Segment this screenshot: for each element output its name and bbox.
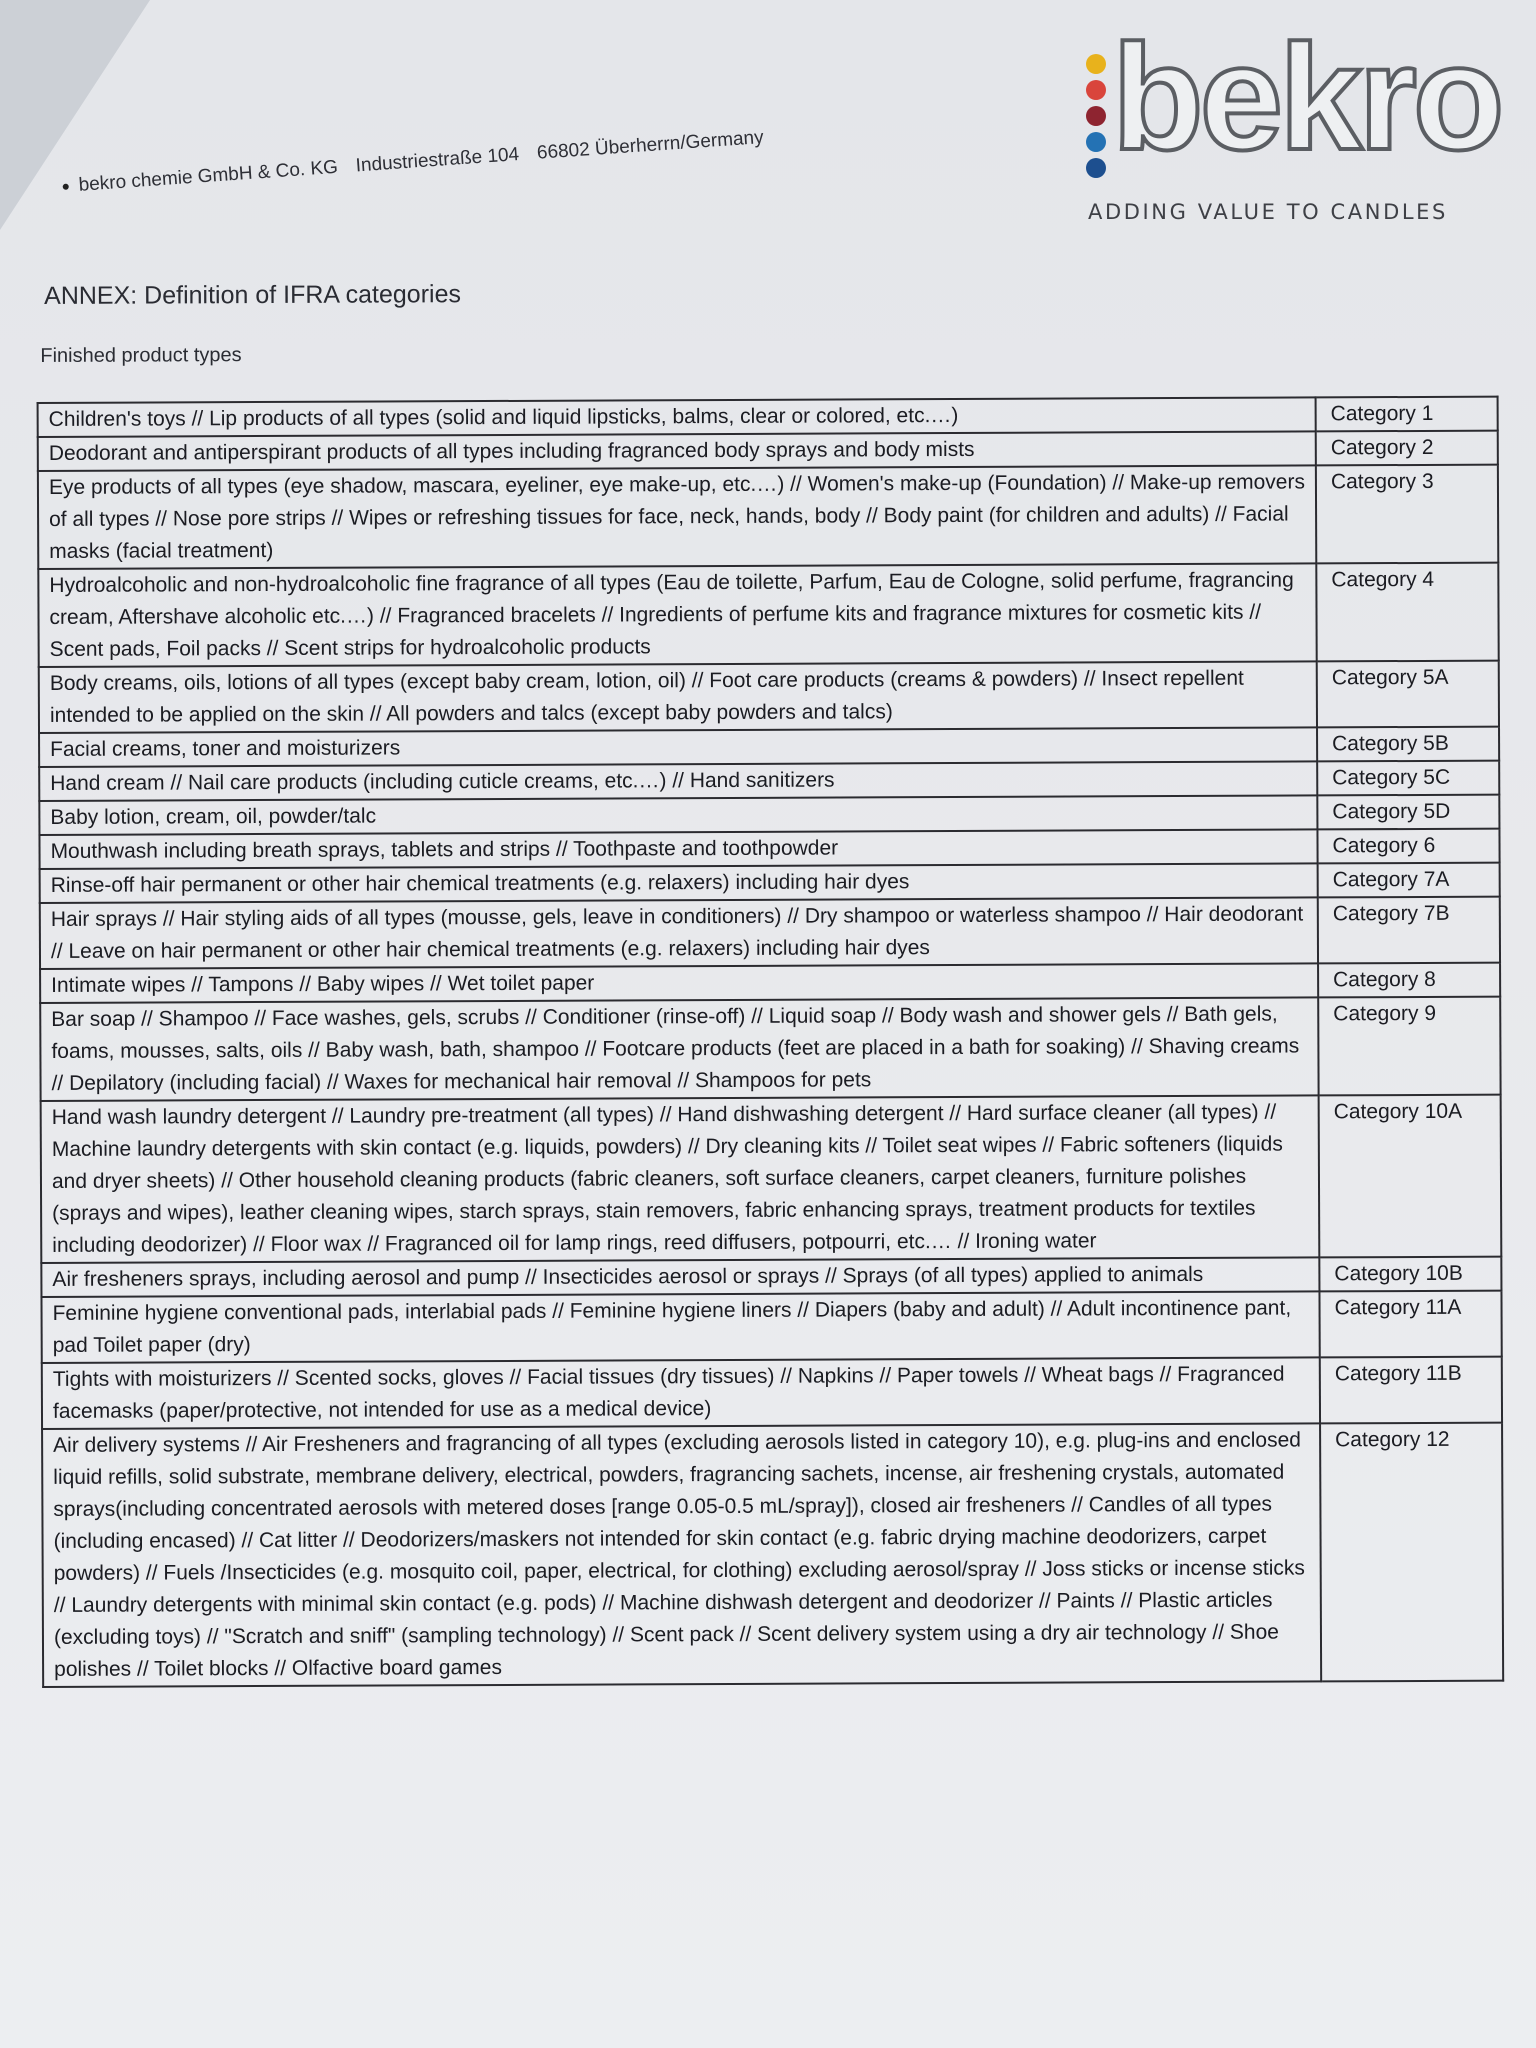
product-description-cell: Intimate wipes // Tampons // Baby wipes // Wet toilet paper xyxy=(40,963,1318,1003)
document-subtitle: Finished product types xyxy=(40,344,242,367)
product-description-cell: Deodorant and antiperspirant products of all types including fragranced body sprays and body mists xyxy=(38,431,1316,471)
ifra-category-cell: Category 1 xyxy=(1316,397,1498,432)
table-row xyxy=(38,465,1498,569)
ifra-category-cell: Category 10B xyxy=(1319,1257,1501,1292)
ifra-category-cell: Category 10A xyxy=(1319,1095,1502,1258)
product-description-cell: Air fresheners sprays, including aerosol and pump // Insecticides aerosol or sprays // Sprays (of all types) applied to animals xyxy=(41,1257,1319,1297)
logo-dot xyxy=(1086,158,1106,178)
table-row xyxy=(39,661,1499,733)
main-content xyxy=(36,264,1508,1688)
ifra-category-cell: Category 3 xyxy=(1316,465,1498,564)
table-row xyxy=(38,563,1498,667)
product-description-cell: Hand wash laundry detergent // Laundry pre-treatment (all types) // Hand dishwashing detergent // Hard surface cleaner (all types) // Machine laundry detergents with skin contact (e.g. liquids, powders) // Dry cleaning kits // Toilet seat wipes // Fabric softeners (liquids and dryer sheets) // Other household cleaning products (fabric cleaners, soft surface cleaners, carpet cleaners, furniture polishes (sprays and wipes), leather cleaning wipes, starch sprays, stain removers, fabric enhancing sprays, treatment products for textiles including deodorizer) // Floor wax // Fragranced oil for lamp rings, reed diffusers, potpourri, etc.… // Ironing water xyxy=(41,1095,1320,1263)
table-row xyxy=(40,897,1500,969)
ifra-category-cell: Category 9 xyxy=(1318,997,1500,1096)
ifra-category-cell: Category 7B xyxy=(1318,897,1500,964)
ifra-category-cell: Category 7A xyxy=(1318,863,1500,898)
ifra-category-cell: Category 5C xyxy=(1317,761,1499,796)
ifra-category-cell: Category 5B xyxy=(1317,727,1499,762)
bekro-logo xyxy=(1080,13,1501,230)
product-description-cell: Hair sprays // Hair styling aids of all types (mousse, gels, leave in conditioners) // Dry shampoo or waterless shampoo // Hair deodorant // Leave on hair permanent or other hair chemical treatments (e.g. relaxers) including hair dyes xyxy=(40,897,1318,969)
product-description-cell: Eye products of all types (eye shadow, mascara, eyeliner, eye make-up, etc.…) // Women's make-up (Foundation) // Make-up removers of all types // Nose pore strips // Wipes or refreshing tissues for face, neck, hands, body // Body paint (for children and adults) // Facial masks (facial treatment) xyxy=(38,465,1316,569)
sender-street: Industriestraße 104 xyxy=(355,144,520,177)
ifra-category-cell: Category 6 xyxy=(1317,829,1499,864)
logo-dot xyxy=(1086,132,1106,152)
ifra-category-cell: Category 2 xyxy=(1316,431,1498,466)
ifra-category-cell: Category 5D xyxy=(1317,795,1499,830)
bullet-icon xyxy=(63,184,69,190)
product-description-cell: Hand cream // Nail care products (including cuticle creams, etc.…) // Hand sanitizers xyxy=(39,761,1317,801)
product-description-cell: Bar soap // Shampoo // Face washes, gels, scrubs // Conditioner (rinse-off) // Liquid soap // Body wash and shower gels // Bath gels, foams, mousses, salts, oils // Baby wash, bath, shampoo // Footcare products (feet are placed in a bath for soaking) // Shaving creams // Depilatory (including facial) // Waxes for mechanical hair removal // Shampoos for pets xyxy=(40,997,1318,1101)
product-description-cell: Body creams, oils, lotions of all types (except baby cream, lotion, oil) // Foot care products (creams & powders) // Insect repellent intended to be applied on the skin // All powders and talcs (except baby powders and talcs) xyxy=(39,661,1317,733)
table-row xyxy=(42,1357,1502,1429)
product-description-cell: Tights with moisturizers // Scented socks, gloves // Facial tissues (dry tissues) // Napkins // Paper towels // Wheat bags // Fragranced facemasks (paper/protective, not intended for use as a medical device) xyxy=(42,1357,1320,1429)
ifra-category-cell: Category 11B xyxy=(1320,1357,1502,1424)
logo-dot xyxy=(1086,106,1106,126)
logo-wordmark: bekro xyxy=(1112,13,1501,181)
ifra-category-cell: Category 5A xyxy=(1317,661,1499,728)
sender-city: 66802 Überherrn/Germany xyxy=(536,126,765,164)
product-description-cell: Children's toys // Lip products of all types (solid and liquid lipsticks, balms, clear or colored, etc.…) xyxy=(38,397,1316,437)
product-description-cell: Baby lotion, cream, oil, powder/talc xyxy=(39,795,1317,835)
product-description-cell: Facial creams, toner and moisturizers xyxy=(39,727,1317,767)
table-row xyxy=(42,1423,1503,1687)
product-description-cell: Rinse-off hair permanent or other hair chemical treatments (e.g. relaxers) including hair dyes xyxy=(40,863,1318,903)
ifra-category-cell: Category 11A xyxy=(1319,1291,1501,1358)
sender-address-line xyxy=(62,127,764,198)
logo-tagline: ADDING VALUE TO CANDLES xyxy=(1088,200,1448,224)
table-body xyxy=(38,397,1504,1687)
document-title: ANNEX: Definition of IFRA categories xyxy=(44,280,462,310)
ifra-category-cell: Category 4 xyxy=(1316,563,1498,662)
product-description-cell: Air delivery systems // Air Fresheners and fragrancing of all types (excluding aerosols listed in category 10), e.g. plug-ins and enclosed liquid refills, solid substrate, membrane delivery, electrical, powders, fragrancing sachets, incense, air freshening crystals, automated sprays(including concentrated aerosols with metered doses [range 0.05-0.5 mL/spray]), closed air fresheners // Candles of all types (including encased) // Cat litter // Deodorizers/maskers not intended for skin contact (e.g. fabric drying machine deodorizers, carpet powders) // Fuels /Insecticides (e.g. mosquito coil, paper, electrical, for clothing) excluding aerosol/spray // Joss sticks or incense sticks // Laundry detergents with minimal skin contact (e.g. pods) // Machine dishwash detergent and deodorizer // Paints // Plastic articles (excluding toys) // "Scratch and sniff" (sampling technology) // Scent pack // Scent delivery system using a dry air technology // Shoe polishes // Toilet blocks // Olfactive board games xyxy=(42,1423,1321,1687)
ifra-categories-table xyxy=(37,396,1505,1688)
product-description-cell: Hydroalcoholic and non-hydroalcoholic fine fragrance of all types (Eau de toilette, Parfum, Eau de Cologne, solid perfume, fragrancing cream, Aftershave alcoholic etc.…) // Fragranced bracelets // Ingredients of perfume kits and fragrance mixtures for cosmetic kits // Scent pads, Foil packs // Scent strips for hydroalcoholic products xyxy=(38,563,1316,667)
product-description-cell: Feminine hygiene conventional pads, interlabial pads // Feminine hygiene liners // Diapers (baby and adult) // Adult incontinence pant, pad Toilet paper (dry) xyxy=(41,1291,1319,1363)
ifra-category-cell: Category 12 xyxy=(1320,1423,1503,1682)
ifra-category-cell: Category 8 xyxy=(1318,963,1500,998)
table-row xyxy=(41,1291,1501,1363)
logo-dot xyxy=(1086,54,1106,74)
logo-dots-icon xyxy=(1086,54,1110,184)
table-row xyxy=(40,997,1500,1101)
sender-company: bekro chemie GmbH & Co. KG xyxy=(77,156,339,196)
logo-dot xyxy=(1086,80,1106,100)
table-row xyxy=(41,1095,1502,1263)
product-description-cell: Mouthwash including breath sprays, tablets and strips // Toothpaste and toothpowder xyxy=(39,829,1317,869)
